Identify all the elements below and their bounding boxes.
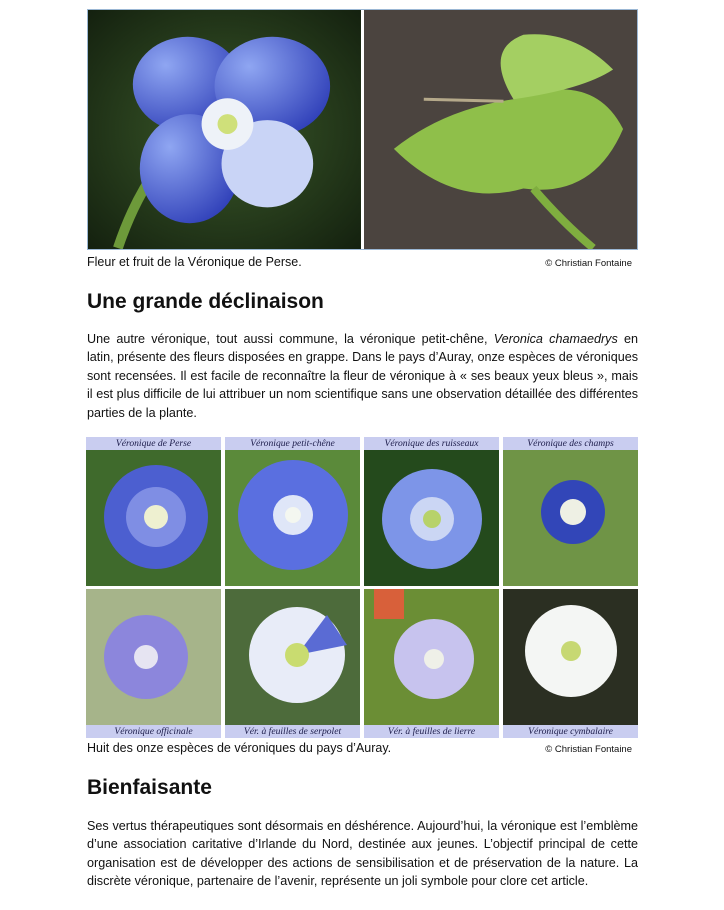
species-grid [86, 437, 641, 738]
species-photo [86, 589, 221, 738]
section2-paragraph: Ses vertus thérapeutiques sont désormais en déshérence. Aujourd’hui, la véronique est l’emblème d’une association caritative d’Irlande du Nord, destinée aux jeunes. L’objectif principal de cette organisation est de développer des actions de sensibilisation et de préservation de la nature. La discrète véronique, partenaire de l’avenir, représente un joli symbole pour clore cet article. [87, 819, 638, 889]
species-label: Vér. à feuilles de serpolet [225, 725, 360, 738]
figure2-credit: © Christian Fontaine [545, 744, 632, 755]
photo-flower [88, 10, 361, 249]
species-photo [225, 589, 360, 738]
species-label: Vér. à feuilles de lierre [364, 725, 499, 738]
section1-paragraph [87, 330, 638, 422]
species-label: Véronique de Perse [86, 437, 221, 450]
figure1-caption-row [87, 255, 638, 269]
figure1-caption: Fleur et fruit de la Véronique de Perse. [87, 255, 302, 269]
figure1-credit: © Christian Fontaine [545, 258, 632, 269]
species-photo [86, 437, 221, 586]
flower-fruit-photo [87, 9, 638, 250]
species-label: Véronique officinale [86, 725, 221, 738]
species-photo [364, 437, 499, 586]
section1-heading: Une grande déclinaison [87, 290, 324, 313]
species-photo [503, 437, 638, 586]
para-part1: Une autre véronique, tout aussi commune, la véronique petit-chêne, [87, 332, 494, 346]
species-label: Véronique cymbalaire [503, 725, 638, 738]
species-photo [503, 589, 638, 738]
para-part2: en latin, présente des fleurs disposées en grappe. Dans le pays d’Auray, onze espèces de véroniques sont recensées. Il est facile de reconnaître la fleur de véronique à « ses beaux yeux bleus », mais il est plus difficile de lui attribuer un nom scientifique sans une observation détaillée des différentes parties de la plante. [87, 332, 638, 420]
figure2-caption: Huit des onze espèces de véroniques du pays d’Auray. [87, 741, 392, 755]
para-latin-name: Veronica chamaedrys [493, 332, 618, 346]
species-label: Véronique des ruisseaux [364, 437, 499, 450]
section2-heading: Bienfaisante [87, 776, 212, 799]
species-label: Véronique des champs [503, 437, 638, 450]
species-photo [225, 437, 360, 586]
photo-fruit [364, 10, 637, 249]
species-photo [364, 589, 499, 738]
figure2-caption-row [87, 741, 638, 755]
species-label: Véronique petit-chêne [225, 437, 360, 450]
